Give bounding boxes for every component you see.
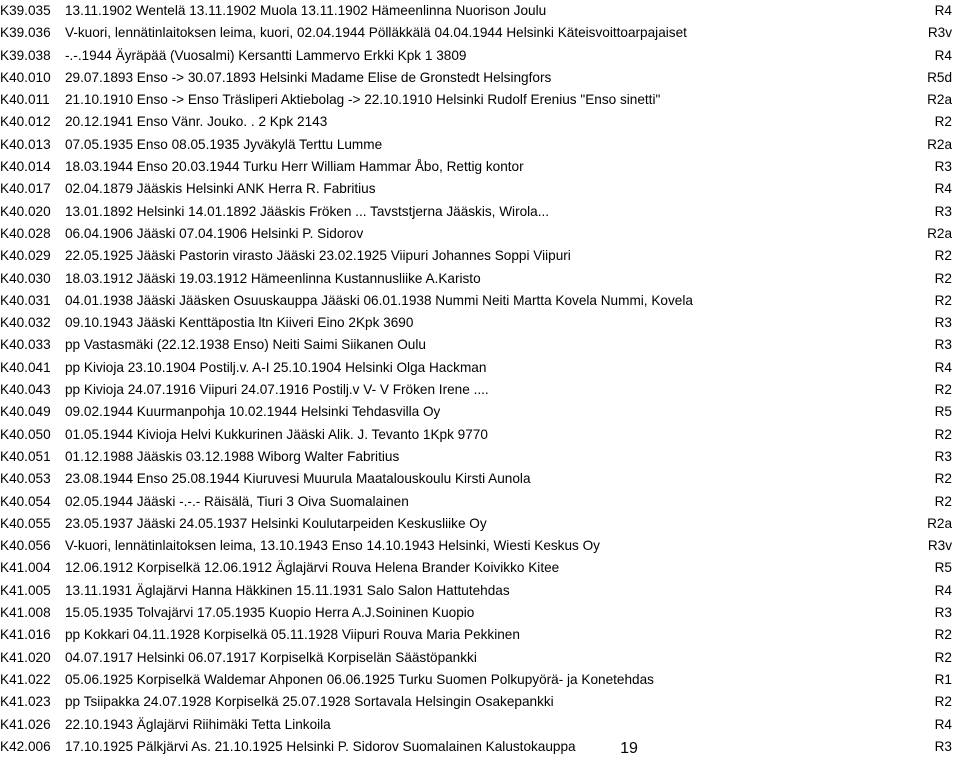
list-item xyxy=(0,535,960,557)
list-item xyxy=(0,134,960,156)
list-item xyxy=(0,446,960,468)
item-description: 23.05.1937 Jääski 24.05.1937 Helsinki Koulutarpeiden Keskusliike Oy xyxy=(65,515,487,531)
item-grade: R2 xyxy=(934,270,952,286)
list-item xyxy=(0,89,960,111)
list-item xyxy=(0,268,960,290)
item-grade: R4 xyxy=(934,359,952,375)
item-grade: R3v xyxy=(927,538,952,554)
item-code: K39.035 xyxy=(0,3,51,18)
item-code: K40.020 xyxy=(0,203,51,219)
item-grade: R5 xyxy=(934,560,952,576)
list-item xyxy=(0,714,960,736)
item-grade: R1 xyxy=(934,671,952,687)
item-description: 22.10.1943 Äglajärvi Riihimäki Tetta Linkoila xyxy=(65,716,331,732)
item-code: K40.041 xyxy=(0,359,51,375)
item-description: 12.06.1912 Korpiselkä 12.06.1912 Äglajärvi Rouva Helena Brander Koivikko Kitee xyxy=(65,560,560,576)
list-item xyxy=(0,45,960,67)
list-item xyxy=(0,401,960,423)
item-code: K41.008 xyxy=(0,605,51,621)
list-item xyxy=(0,580,960,602)
item-description: 20.12.1941 Enso Vänr. Jouko. . 2 Kpk 2143 xyxy=(65,114,328,130)
item-description: 13.11.1931 Äglajärvi Hanna Häkkinen 15.11.1931 Salo Salon Hattutehdas xyxy=(65,582,510,598)
item-description: pp Tsiipakka 24.07.1928 Korpiselkä 25.07.1928 Sortavala Helsingin Osakepankki xyxy=(65,694,554,710)
item-code: K40.028 xyxy=(0,225,51,241)
item-description: V-kuori, lennätinlaitoksen leima, kuori, 02.04.1944 Pölläkkälä 04.04.1944 Helsinki Käteisvoittoarpajaiset xyxy=(65,25,687,41)
item-code: K39.038 xyxy=(0,47,51,63)
item-code: K40.017 xyxy=(0,181,51,197)
item-code: K40.056 xyxy=(0,538,51,554)
item-grade: R2 xyxy=(934,114,952,130)
item-code: K41.022 xyxy=(0,671,51,687)
list-item xyxy=(0,156,960,178)
list-item xyxy=(0,245,960,267)
item-grade: R4 xyxy=(934,716,952,732)
list-item xyxy=(0,379,960,401)
item-description: pp Kivioja 23.10.1904 Postilj.v. A-I 25.10.1904 Helsinki Olga Hackman xyxy=(65,359,487,375)
item-description: 18.03.1912 Jääski 19.03.1912 Hämeenlinna Kustannusliike A.Karisto xyxy=(65,270,481,286)
item-grade: R2 xyxy=(934,694,952,710)
item-description: 13.11.1902 Wentelä 13.11.1902 Muola 13.11.1902 Hämeenlinna Nuorison Joulu xyxy=(65,3,547,18)
item-grade: R3 xyxy=(934,203,952,219)
item-description: pp Kivioja 24.07.1916 Viipuri 24.07.1916 Postilj.v V- V Fröken Irene .... xyxy=(65,382,489,398)
item-grade: R2a xyxy=(927,136,952,152)
item-description: 15.05.1935 Tolvajärvi 17.05.1935 Kuopio Herra A.J.Soininen Kuopio xyxy=(65,605,475,621)
item-code: K41.016 xyxy=(0,627,51,643)
item-description: 04.01.1938 Jääski Jääsken Osuuskauppa Jääski 06.01.1938 Nummi Neiti Martta Kovela Nummi, Kovela xyxy=(65,292,693,308)
list-item xyxy=(0,424,960,446)
item-grade: R2 xyxy=(934,382,952,398)
item-grade: R2 xyxy=(934,426,952,442)
item-code: K41.004 xyxy=(0,560,51,576)
list-item xyxy=(0,223,960,245)
item-grade: R2 xyxy=(934,649,952,665)
item-description: 17.10.1925 Pälkjärvi As. 21.10.1925 Helsinki P. Sidorov Suomalainen Kalustokauppa xyxy=(65,738,576,754)
item-grade: R4 xyxy=(934,47,952,63)
item-description: 05.06.1925 Korpiselkä Waldemar Ahponen 06.06.1925 Turku Suomen Polkupyörä- ja Konetehdas xyxy=(65,671,654,687)
list-item xyxy=(0,624,960,646)
item-description: 07.05.1935 Enso 08.05.1935 Jyväkylä Terttu Lumme xyxy=(65,136,383,152)
item-description: 23.08.1944 Enso 25.08.1944 Kiuruvesi Muurula Maatalouskoulu Kirsti Aunola xyxy=(65,471,531,487)
item-grade: R2a xyxy=(927,92,952,108)
list-item xyxy=(0,357,960,379)
item-code: K40.049 xyxy=(0,404,51,420)
item-code: K41.023 xyxy=(0,694,51,710)
list-item xyxy=(0,602,960,624)
item-code: K40.053 xyxy=(0,471,51,487)
item-grade: R2 xyxy=(934,471,952,487)
item-description: pp Kokkari 04.11.1928 Korpiselkä 05.11.1928 Viipuri Rouva Maria Pekkinen xyxy=(65,627,520,643)
item-grade: R5d xyxy=(927,69,952,85)
item-code: K41.020 xyxy=(0,649,51,665)
item-description: 01.12.1988 Jääskis 03.12.1988 Wiborg Walter Fabritius xyxy=(65,448,400,464)
item-grade: R3 xyxy=(934,159,952,175)
item-code: K40.031 xyxy=(0,292,51,308)
item-grade: R3 xyxy=(934,738,952,754)
item-description: 06.04.1906 Jääski 07.04.1906 Helsinki P. Sidorov xyxy=(65,225,364,241)
item-grade: R2 xyxy=(934,292,952,308)
item-code: K40.055 xyxy=(0,515,51,531)
item-description: 29.07.1893 Enso -> 30.07.1893 Helsinki Madame Elise de Gronstedt Helsingfors xyxy=(65,69,552,85)
list-item xyxy=(0,647,960,669)
list-item xyxy=(0,557,960,579)
item-grade: R3 xyxy=(934,605,952,621)
item-code: K42.006 xyxy=(0,738,51,754)
item-grade: R3 xyxy=(934,337,952,353)
item-description: pp Vastasmäki (22.12.1938 Enso) Neiti Saimi Siikanen Oulu xyxy=(65,337,426,353)
item-grade: R5 xyxy=(934,404,952,420)
item-description: 02.05.1944 Jääski -.-.- Räisälä, Tiuri 3 Oiva Suomalainen xyxy=(65,493,409,509)
list-item xyxy=(0,691,960,713)
item-code: K40.010 xyxy=(0,69,51,85)
item-description: -.-.1944 Äyräpää (Vuosalmi) Kersantti Lammervo Erkki Kpk 1 3809 xyxy=(65,47,467,63)
list-item xyxy=(0,468,960,490)
page-number: 19 xyxy=(620,740,638,757)
item-code: K41.005 xyxy=(0,582,51,598)
item-grade: R2 xyxy=(934,627,952,643)
list-item xyxy=(0,111,960,133)
list-item xyxy=(0,334,960,356)
item-code: K40.054 xyxy=(0,493,51,509)
list-item xyxy=(0,669,960,691)
item-grade: R2 xyxy=(934,493,952,509)
item-description: 22.05.1925 Jääski Pastorin virasto Jääski 23.02.1925 Viipuri Johannes Soppi Viipuri xyxy=(65,248,571,264)
item-code: K40.011 xyxy=(0,92,50,108)
list-item xyxy=(0,201,960,223)
item-code: K41.026 xyxy=(0,716,51,732)
item-grade: R4 xyxy=(934,3,952,18)
item-code: K40.012 xyxy=(0,114,51,130)
item-code: K39.036 xyxy=(0,25,51,41)
item-description: 13.01.1892 Helsinki 14.01.1892 Jääskis Fröken ... Tavststjerna Jääskis, Wirola... xyxy=(65,203,550,219)
item-grade: R3 xyxy=(934,315,952,331)
list-item xyxy=(0,290,960,312)
item-grade: R3 xyxy=(934,448,952,464)
item-grade: R2 xyxy=(934,248,952,264)
item-grade: R2a xyxy=(927,515,952,531)
item-grade: R4 xyxy=(934,181,952,197)
item-code: K40.032 xyxy=(0,315,51,331)
list-item xyxy=(0,178,960,200)
item-grade: R4 xyxy=(934,582,952,598)
item-code: K40.043 xyxy=(0,382,51,398)
item-code: K40.051 xyxy=(0,448,51,464)
item-description: 04.07.1917 Helsinki 06.07.1917 Korpiselkä Korpiselän Säästöpankki xyxy=(65,649,477,665)
item-code: K40.029 xyxy=(0,248,51,264)
item-description: 09.10.1943 Jääski Kenttäpostia ltn Kiiveri Eino 2Kpk 3690 xyxy=(65,315,414,331)
item-description: V-kuori, lennätinlaitoksen leima, 13.10.1943 Enso 14.10.1943 Helsinki, Wiesti Keskus Oy xyxy=(65,538,600,554)
item-description: 21.10.1910 Enso -> Enso Träsliperi Aktiebolag -> 22.10.1910 Helsinki Rudolf Erenius "Enso sinetti" xyxy=(65,92,661,108)
list-item xyxy=(0,22,960,44)
item-description: 01.05.1944 Kivioja Helvi Kukkurinen Jääski Alik. J. Tevanto 1Kpk 9770 xyxy=(65,426,488,442)
list-item xyxy=(0,0,960,22)
item-code: K40.033 xyxy=(0,337,51,353)
item-code: K40.050 xyxy=(0,426,51,442)
item-description: 09.02.1944 Kuurmanpohja 10.02.1944 Helsinki Tehdasvilla Oy xyxy=(65,404,441,420)
item-code: K40.013 xyxy=(0,136,51,152)
item-code: K40.030 xyxy=(0,270,51,286)
item-description: 02.04.1879 Jääskis Helsinki ANK Herra R. Fabritius xyxy=(65,181,376,197)
item-grade: R2a xyxy=(927,225,952,241)
list-item xyxy=(0,513,960,535)
list-item xyxy=(0,491,960,513)
item-description: 18.03.1944 Enso 20.03.1944 Turku Herr William Hammar Åbo, Rettig kontor xyxy=(65,159,524,175)
list-item xyxy=(0,312,960,334)
item-code: K40.014 xyxy=(0,159,51,175)
item-grade: R3v xyxy=(927,25,952,41)
list-item xyxy=(0,67,960,89)
